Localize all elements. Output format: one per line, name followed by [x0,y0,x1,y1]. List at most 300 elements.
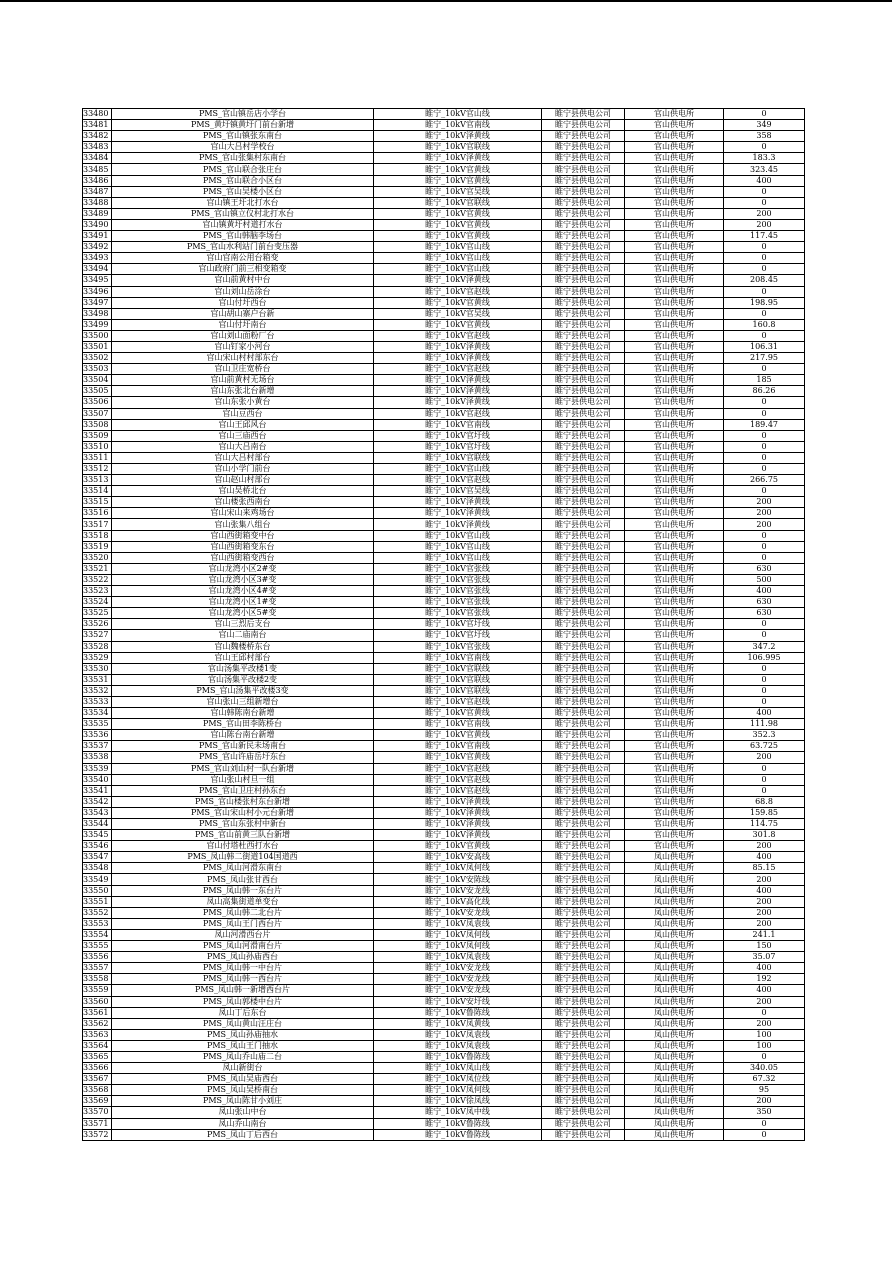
row-id: 33520 [83,552,112,563]
capacity-value: 400 [724,852,805,863]
station-name: PMS_凤山乔山庙二台 [112,1051,374,1062]
station-name: 官山韩陈南台新增 [112,708,374,719]
station-name: PMS_官山汤集平改楼3变 [112,685,374,696]
table-row [83,186,805,197]
row-id: 33487 [83,186,112,197]
station-office: 官山供电所 [625,652,724,663]
station-office: 官山供电所 [625,530,724,541]
line-name: 睢宁_10kV官南线 [374,419,542,430]
company-name: 睢宁县供电公司 [542,1107,625,1118]
company-name: 睢宁县供电公司 [542,674,625,685]
station-office: 凤山供电所 [625,974,724,985]
company-name: 睢宁县供电公司 [542,208,625,219]
station-office: 凤山供电所 [625,1074,724,1085]
capacity-value: 159.85 [724,807,805,818]
station-name: 官山魏楼桥东台 [112,641,374,652]
capacity-value: 350 [724,1107,805,1118]
station-office: 官山供电所 [625,131,724,142]
line-name: 睢宁_10kV官联线 [374,452,542,463]
row-id: 33563 [83,1029,112,1040]
table-row [83,430,805,441]
capacity-value: 0 [724,1118,805,1129]
line-name: 睢宁_10kV鲁陈线 [374,1007,542,1018]
row-id: 33496 [83,286,112,297]
table-row [83,719,805,730]
company-name: 睢宁县供电公司 [542,486,625,497]
row-id: 33545 [83,830,112,841]
station-office: 官山供电所 [625,785,724,796]
station-office: 官山供电所 [625,774,724,785]
row-id: 33500 [83,330,112,341]
station-office: 官山供电所 [625,475,724,486]
line-name: 睢宁_10kV官山线 [374,109,542,120]
station-office: 官山供电所 [625,497,724,508]
capacity-value: 323.45 [724,164,805,175]
row-id: 33558 [83,974,112,985]
line-name: 睢宁_10kV官山线 [374,552,542,563]
company-name: 睢宁县供电公司 [542,741,625,752]
station-office: 官山供电所 [625,719,724,730]
station-name: 官山西街箱变西台 [112,552,374,563]
table-row [83,264,805,275]
table-row [83,1129,805,1140]
row-id: 33530 [83,663,112,674]
line-name: 睢宁_10kV官圩线 [374,630,542,641]
station-office: 官山供电所 [625,330,724,341]
station-office: 凤山供电所 [625,918,724,929]
station-office: 官山供电所 [625,708,724,719]
company-name: 睢宁县供电公司 [542,1096,625,1107]
row-id: 33505 [83,386,112,397]
row-id: 33503 [83,364,112,375]
table-row [83,1018,805,1029]
capacity-value: 200 [724,508,805,519]
company-name: 睢宁县供电公司 [542,963,625,974]
line-name: 睢宁_10kV官山线 [374,464,542,475]
station-name: 官山宋山来鸡场台 [112,508,374,519]
station-office: 官山供电所 [625,752,724,763]
station-name: 凤山高集街道单变台 [112,896,374,907]
capacity-value: 241.1 [724,929,805,940]
station-name: 官山三庙西台 [112,430,374,441]
station-office: 官山供电所 [625,341,724,352]
station-office: 官山供电所 [625,153,724,164]
station-name: 官山龙湾小区4#变 [112,586,374,597]
station-name: 凤山张山中台 [112,1107,374,1118]
capacity-value: 500 [724,574,805,585]
row-id: 33492 [83,242,112,253]
station-office: 凤山供电所 [625,941,724,952]
station-name: 官山大吕南台 [112,441,374,452]
company-name: 睢宁县供电公司 [542,1129,625,1140]
row-id: 33513 [83,475,112,486]
line-name: 睢宁_10kV凤何线 [374,929,542,940]
capacity-value: 0 [724,1129,805,1140]
station-name: 凤山河滑西台片 [112,929,374,940]
capacity-value: 86.26 [724,386,805,397]
station-name: PMS_凤山孙庙抽水 [112,1029,374,1040]
station-office: 官山供电所 [625,120,724,131]
station-name: 官山刘山面粉厂台 [112,330,374,341]
line-name: 睢宁_10kV徐凤线 [374,1096,542,1107]
station-name: 官山三烈后支台 [112,619,374,630]
row-id: 33517 [83,519,112,530]
capacity-value: 0 [724,441,805,452]
table-row [83,774,805,785]
company-name: 睢宁县供电公司 [542,641,625,652]
capacity-value: 630 [724,597,805,608]
table-row [83,796,805,807]
capacity-value: 400 [724,885,805,896]
capacity-value: 111.98 [724,719,805,730]
row-id: 33539 [83,763,112,774]
row-id: 33542 [83,796,112,807]
company-name: 睢宁县供电公司 [542,830,625,841]
table-row [83,674,805,685]
row-id: 33540 [83,774,112,785]
table-row [83,807,805,818]
table-row [83,852,805,863]
table-row [83,608,805,619]
capacity-value: 117.45 [724,231,805,242]
company-name: 睢宁县供电公司 [542,1085,625,1096]
company-name: 睢宁县供电公司 [542,153,625,164]
station-name: 官山政府门前三相变箱变 [112,264,374,275]
station-name: 凤山新街台 [112,1063,374,1074]
row-id: 33516 [83,508,112,519]
line-name: 睢宁_10kV官赵线 [374,286,542,297]
station-name: PMS_官山镇立仪村北打水台 [112,208,374,219]
company-name: 睢宁县供电公司 [542,863,625,874]
line-name: 睢宁_10kV官黄线 [374,297,542,308]
table-row [83,408,805,419]
station-office: 凤山供电所 [625,1085,724,1096]
station-office: 凤山供电所 [625,852,724,863]
company-name: 睢宁县供电公司 [542,1063,625,1074]
capacity-value: 0 [724,197,805,208]
table-row [83,752,805,763]
capacity-value: 200 [724,1096,805,1107]
line-name: 睢宁_10kV高化线 [374,896,542,907]
station-office: 凤山供电所 [625,1107,724,1118]
row-id: 33501 [83,341,112,352]
station-name: PMS_官山水利站门前台变压器 [112,242,374,253]
line-name: 睢宁_10kV官赵线 [374,475,542,486]
capacity-value: 0 [724,364,805,375]
table-body [83,109,805,1141]
capacity-value: 0 [724,397,805,408]
table-row [83,452,805,463]
capacity-value: 85.15 [724,863,805,874]
station-office: 凤山供电所 [625,1129,724,1140]
station-name: 官山张集八组台 [112,519,374,530]
line-name: 睢宁_10kV官山线 [374,541,542,552]
company-name: 睢宁县供电公司 [542,730,625,741]
company-name: 睢宁县供电公司 [542,330,625,341]
line-name: 睢宁_10kV官联线 [374,685,542,696]
station-name: 官山龙湾小区2#变 [112,563,374,574]
company-name: 睢宁县供电公司 [542,541,625,552]
station-office: 凤山供电所 [625,1063,724,1074]
station-office: 官山供电所 [625,186,724,197]
station-name: 官山王邱风台 [112,419,374,430]
station-office: 官山供电所 [625,197,724,208]
station-name: PMS_黄圩镇黄圩门前台新增 [112,120,374,131]
company-name: 睢宁县供电公司 [542,1118,625,1129]
row-id: 33498 [83,308,112,319]
capacity-value: 100 [724,1040,805,1051]
company-name: 睢宁县供电公司 [542,608,625,619]
station-name: PMS_官山韩脑李场台 [112,231,374,242]
capacity-value: 0 [724,552,805,563]
station-name: 官山小学门前台 [112,464,374,475]
capacity-value: 0 [724,785,805,796]
table-row [83,696,805,707]
line-name: 睢宁_10kV安圩线 [374,996,542,1007]
capacity-value: 266.75 [724,475,805,486]
station-office: 官山供电所 [625,608,724,619]
station-name: PMS_官山张集村东南台 [112,153,374,164]
station-name: PMS_官山宋山村小元台新增 [112,807,374,818]
line-name: 睢宁_10kV泽黄线 [374,386,542,397]
row-id: 33509 [83,430,112,441]
row-id: 33480 [83,109,112,120]
capacity-value: 0 [724,774,805,785]
row-id: 33482 [83,131,112,142]
table-row [83,874,805,885]
row-id: 33561 [83,1007,112,1018]
station-office: 官山供电所 [625,286,724,297]
company-name: 睢宁县供电公司 [542,796,625,807]
row-id: 33543 [83,807,112,818]
station-office: 官山供电所 [625,563,724,574]
capacity-value: 0 [724,186,805,197]
station-name: 官山镇黄圩村道打水台 [112,219,374,230]
company-name: 睢宁县供电公司 [542,275,625,286]
line-name: 睢宁_10kV官黄线 [374,164,542,175]
row-id: 33568 [83,1085,112,1096]
row-id: 33528 [83,641,112,652]
station-name: 官山卫庄宽桥台 [112,364,374,375]
line-name: 睢宁_10kV凤袁线 [374,1040,542,1051]
station-name: PMS_凤山丁后西台 [112,1129,374,1140]
line-name: 睢宁_10kV泽黄线 [374,519,542,530]
station-office: 凤山供电所 [625,885,724,896]
table-row [83,164,805,175]
line-name: 睢宁_10kV官张线 [374,641,542,652]
table-row [83,497,805,508]
station-office: 官山供电所 [625,730,724,741]
line-name: 睢宁_10kV官赵线 [374,763,542,774]
company-name: 睢宁县供电公司 [542,1040,625,1051]
table-row [83,785,805,796]
table-row [83,1074,805,1085]
capacity-value: 200 [724,896,805,907]
table-row [83,652,805,663]
line-name: 睢宁_10kV官黄线 [374,231,542,242]
row-id: 33526 [83,619,112,630]
station-name: PMS_凤山韩一中台片 [112,963,374,974]
table-row [83,841,805,852]
company-name: 睢宁县供电公司 [542,419,625,430]
station-name: 官山二庙南台 [112,630,374,641]
station-name: PMS_官山联合小区台 [112,175,374,186]
capacity-value: 400 [724,175,805,186]
station-name: PMS_官山刘山村一队台新增 [112,763,374,774]
line-name: 睢宁_10kV官张线 [374,608,542,619]
line-name: 睢宁_10kV官赵线 [374,696,542,707]
table-row [83,364,805,375]
company-name: 睢宁县供电公司 [542,186,625,197]
capacity-value: 200 [724,519,805,530]
top-rule [0,0,892,2]
station-name: 凤山乔山南台 [112,1118,374,1129]
company-name: 睢宁县供电公司 [542,308,625,319]
row-id: 33533 [83,696,112,707]
station-office: 官山供电所 [625,408,724,419]
row-id: 33537 [83,741,112,752]
station-office: 官山供电所 [625,397,724,408]
table-row [83,819,805,830]
table-row [83,574,805,585]
station-office: 官山供电所 [625,696,724,707]
station-office: 凤山供电所 [625,1051,724,1062]
station-office: 官山供电所 [625,175,724,186]
company-name: 睢宁县供电公司 [542,974,625,985]
table-row [83,830,805,841]
row-id: 33524 [83,597,112,608]
company-name: 睢宁县供电公司 [542,896,625,907]
capacity-value: 183.3 [724,153,805,164]
capacity-value: 189.47 [724,419,805,430]
table-row [83,1007,805,1018]
line-name: 睢宁_10kV泽黄线 [374,275,542,286]
station-name: 官山楼张西南台 [112,497,374,508]
station-name: 官山付圩西台 [112,297,374,308]
line-name: 睢宁_10kV鲁陈线 [374,1051,542,1062]
station-office: 官山供电所 [625,841,724,852]
row-id: 33525 [83,608,112,619]
line-name: 睢宁_10kV官黄线 [374,175,542,186]
capacity-value: 200 [724,497,805,508]
capacity-value: 301.8 [724,830,805,841]
table-row [83,441,805,452]
table-row [83,1063,805,1074]
company-name: 睢宁县供电公司 [542,430,625,441]
row-id: 33483 [83,142,112,153]
line-name: 睢宁_10kV官赵线 [374,364,542,375]
station-name: 官山西街箱变中台 [112,530,374,541]
table-row [83,308,805,319]
line-name: 睢宁_10kV官黄线 [374,319,542,330]
line-name: 睢宁_10kV凤何线 [374,863,542,874]
table-row [83,341,805,352]
row-id: 33555 [83,941,112,952]
capacity-value: 217.95 [724,353,805,364]
capacity-value: 200 [724,208,805,219]
station-office: 官山供电所 [625,641,724,652]
capacity-value: 208.45 [724,275,805,286]
row-id: 33560 [83,996,112,1007]
station-name: PMS_凤山韩一新增西台片 [112,985,374,996]
row-id: 33566 [83,1063,112,1074]
station-name: 官山钉家小河台 [112,341,374,352]
station-office: 凤山供电所 [625,929,724,940]
capacity-value: 400 [724,586,805,597]
company-name: 睢宁县供电公司 [542,142,625,153]
station-name: PMS_官山楼张村东台新增 [112,796,374,807]
station-name: 官山龙湾小区1#变 [112,597,374,608]
station-name: 官山付塔杜西打水台 [112,841,374,852]
line-name: 睢宁_10kV官联线 [374,674,542,685]
table-row [83,741,805,752]
company-name: 睢宁县供电公司 [542,552,625,563]
row-id: 33519 [83,541,112,552]
row-id: 33570 [83,1107,112,1118]
company-name: 睢宁县供电公司 [542,341,625,352]
company-name: 睢宁县供电公司 [542,353,625,364]
table-row [83,974,805,985]
station-name: 官山西街箱变东台 [112,541,374,552]
capacity-value: 630 [724,563,805,574]
station-office: 官山供电所 [625,830,724,841]
station-office: 官山供电所 [625,574,724,585]
line-name: 睢宁_10kV官联线 [374,142,542,153]
station-office: 官山供电所 [625,486,724,497]
company-name: 睢宁县供电公司 [542,231,625,242]
company-name: 睢宁县供电公司 [542,475,625,486]
line-name: 睢宁_10kV官圩线 [374,619,542,630]
station-office: 凤山供电所 [625,952,724,963]
capacity-value: 0 [724,430,805,441]
table-row [83,419,805,430]
row-id: 33506 [83,397,112,408]
company-name: 睢宁县供电公司 [542,464,625,475]
station-office: 官山供电所 [625,297,724,308]
table-row [83,885,805,896]
row-id: 33538 [83,752,112,763]
line-name: 睢宁_10kV官张线 [374,574,542,585]
station-name: 凤山丁后东台 [112,1007,374,1018]
company-name: 睢宁县供电公司 [542,885,625,896]
row-id: 33529 [83,652,112,663]
station-office: 官山供电所 [625,364,724,375]
capacity-value: 200 [724,841,805,852]
capacity-value: 0 [724,253,805,264]
line-name: 睢宁_10kV安龙线 [374,885,542,896]
table-row [83,330,805,341]
station-office: 官山供电所 [625,430,724,441]
capacity-value: 0 [724,541,805,552]
station-name: PMS_官山田李陈桥台 [112,719,374,730]
station-name: 官山大吕村学校台 [112,142,374,153]
row-id: 33536 [83,730,112,741]
line-name: 睢宁_10kV官张线 [374,597,542,608]
table-row [83,131,805,142]
row-id: 33484 [83,153,112,164]
table-row [83,530,805,541]
capacity-value: 0 [724,452,805,463]
row-id: 33507 [83,408,112,419]
table-row [83,597,805,608]
line-name: 睢宁_10kV凤袁线 [374,918,542,929]
capacity-value: 400 [724,985,805,996]
capacity-value: 400 [724,963,805,974]
company-name: 睢宁县供电公司 [542,563,625,574]
capacity-value: 349 [724,120,805,131]
line-name: 睢宁_10kV官南线 [374,120,542,131]
row-id: 33565 [83,1051,112,1062]
